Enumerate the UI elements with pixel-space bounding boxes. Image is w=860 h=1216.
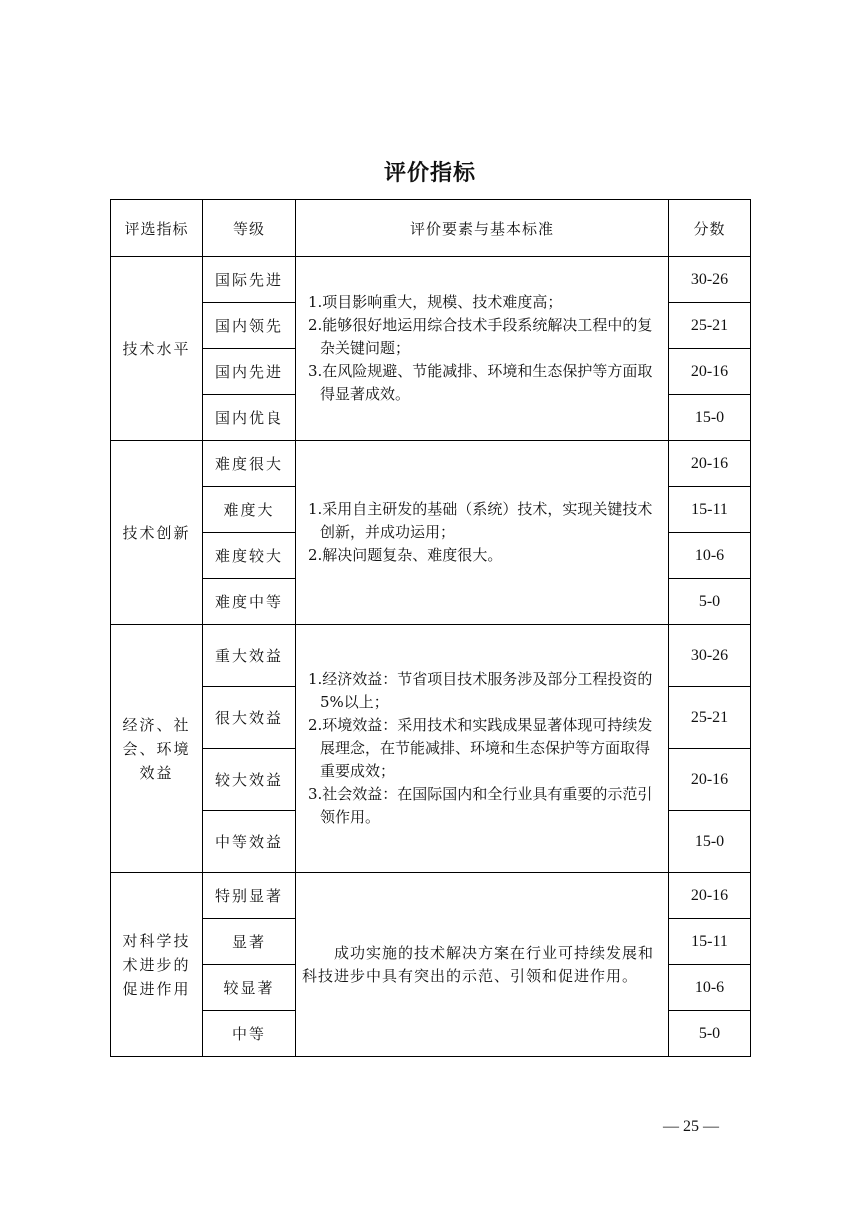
table-row (111, 257, 751, 303)
header-criterion: 评选指标 (111, 200, 203, 257)
score-cell: 15-11 (669, 487, 751, 533)
standard-progress (296, 873, 669, 1057)
score-cell: 15-0 (669, 395, 751, 441)
score-cell: 20-16 (669, 441, 751, 487)
score-cell: 20-16 (669, 349, 751, 395)
header-standard: 评价要素与基本标准 (296, 200, 669, 257)
grade-cell: 难度大 (203, 487, 296, 533)
criterion-progress: 对科学技术进步的促进作用 (111, 873, 203, 1057)
grade-cell: 很大效益 (203, 687, 296, 749)
score-cell: 30-26 (669, 625, 751, 687)
table-row (111, 625, 751, 687)
grade-cell: 中等 (203, 1011, 296, 1057)
criterion-benefits: 经济、社会、环境效益 (111, 625, 203, 873)
score-cell: 25-21 (669, 303, 751, 349)
page-title: 评价指标 (383, 161, 476, 186)
score-cell: 20-16 (669, 873, 751, 919)
score-cell: 10-6 (669, 533, 751, 579)
score-cell: 15-11 (669, 919, 751, 965)
standard-tech-innovation (296, 441, 669, 625)
standard-paragraph: 成功实施的技术解决方案在行业可持续发展和科技进步中具有突出的示范、引领和促进作用。 (302, 943, 655, 985)
criterion-tech-level: 技术水平 (111, 257, 203, 441)
page-number: — 25 — (663, 1118, 719, 1135)
header-grade: 等级 (203, 200, 296, 257)
grade-cell: 难度较大 (203, 533, 296, 579)
grade-cell: 国内优良 (203, 395, 296, 441)
grade-cell: 难度中等 (203, 579, 296, 625)
header-score: 分数 (669, 200, 751, 257)
score-cell: 5-0 (669, 1011, 751, 1057)
standard-item: 3.社会效益：在国际国内和全行业具有重要的示范引领作用。 (308, 785, 653, 826)
grade-cell: 重大效益 (203, 625, 296, 687)
standard-item: 2.环境效益：采用技术和实践成果显著体现可持续发展理念，在节能减排、环境和生态保护等方面取得重要成效； (308, 716, 653, 780)
grade-cell: 较大效益 (203, 749, 296, 811)
score-cell: 30-26 (669, 257, 751, 303)
standard-item: 2.能够很好地运用综合技术手段系统解决工程中的复杂关键问题； (308, 316, 653, 357)
grade-cell: 难度很大 (203, 441, 296, 487)
standard-benefits (296, 625, 669, 873)
grade-cell: 中等效益 (203, 811, 296, 873)
evaluation-table (110, 199, 751, 1057)
standard-tech-level (296, 257, 669, 441)
grade-cell: 显著 (203, 919, 296, 965)
standard-item: 3.在风险规避、节能减排、环境和生态保护等方面取得显著成效。 (308, 362, 653, 403)
standard-item: 1.经济效益：节省项目技术服务涉及部分工程投资的 5%以上； (308, 670, 653, 711)
table-row (111, 441, 751, 487)
table-row (111, 873, 751, 919)
grade-cell: 国内先进 (203, 349, 296, 395)
grade-cell: 国际先进 (203, 257, 296, 303)
criterion-tech-innovation: 技术创新 (111, 441, 203, 625)
score-cell: 20-16 (669, 749, 751, 811)
table-header-row (111, 200, 751, 257)
standard-item: 1.项目影响重大，规模、技术难度高； (308, 293, 563, 311)
standard-item: 1.采用自主研发的基础（系统）技术，实现关键技术创新，并成功运用； (308, 500, 653, 541)
grade-cell: 较显著 (203, 965, 296, 1011)
score-cell: 25-21 (669, 687, 751, 749)
grade-cell: 国内领先 (203, 303, 296, 349)
score-cell: 15-0 (669, 811, 751, 873)
score-cell: 10-6 (669, 965, 751, 1011)
grade-cell: 特别显著 (203, 873, 296, 919)
standard-item: 2.解决问题复杂、难度很大。 (308, 546, 503, 564)
score-cell: 5-0 (669, 579, 751, 625)
